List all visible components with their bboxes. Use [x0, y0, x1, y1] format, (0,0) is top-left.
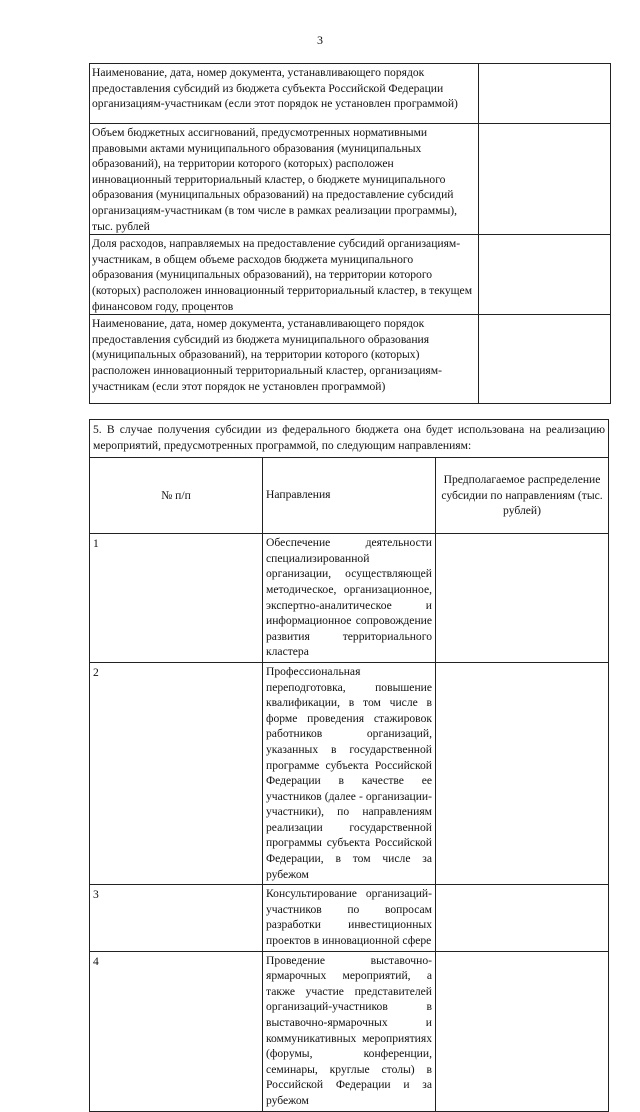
- section-intro: 5. В случае получения субсидии из федерального бюджета она будет использована на реализацию мероприятий, предусмотренных программой, по следующим направлениям:: [90, 420, 609, 458]
- row-amount: [436, 662, 609, 884]
- page-number: 3: [317, 33, 323, 47]
- header-amount: Предполагаемое распределение субсидии по направлениям (тыс. рублей): [436, 458, 609, 534]
- row-direction: Проведение выставочно-ярмарочных мероприятий, а также участие представителей организаций-участников в выставочно-ярмарочных и коммуникативных мероприятиях (форумы, конференции, семинары, круглые столы) в Российской Федерации и за рубежом: [263, 951, 436, 1111]
- row-amount: [436, 951, 609, 1111]
- table-row: [90, 64, 611, 124]
- table-row: [90, 885, 609, 951]
- table-row: [90, 124, 611, 235]
- row-num: 2: [90, 662, 263, 884]
- row-direction: Консультирование организаций-участников по вопросам разработки инвестиционных проектов в инновационной сфере: [263, 885, 436, 951]
- row-label: Наименование, дата, номер документа, устанавливающего порядок предоставления субсидий из бюджета муниципального образования (муниципальных образований), на территории которого (которых) расположен инновационный территориальный кластер, организациям-участникам (если этот порядок не установлен программой): [90, 315, 479, 404]
- row-value: [479, 235, 611, 315]
- intro-row: [90, 420, 609, 458]
- table-row: [90, 662, 609, 884]
- row-label: Доля расходов, направляемых на предоставление субсидий организациям-участникам, в общем объеме расходов бюджета муниципального образования (муниципальных образований), на территории которого (которых) расположен инновационный территориальный кластер, в текущем финансовом году, процентов: [90, 235, 479, 315]
- header-num: № п/п: [90, 458, 263, 534]
- table-row: [90, 534, 609, 663]
- table-row: [90, 235, 611, 315]
- row-value: [479, 315, 611, 404]
- row-direction: Обеспечение деятельности специализированной организации, осуществляющей методическое, организационное, экспертно-аналитическое и информационное сопровождение развития территориального кластера: [263, 534, 436, 663]
- subsidy-directions-table: [89, 419, 609, 1112]
- row-amount: [436, 534, 609, 663]
- row-num: 1: [90, 534, 263, 663]
- header-direction: Направления: [263, 458, 436, 534]
- table-row: [90, 315, 611, 404]
- row-value: [479, 124, 611, 235]
- row-label: Объем бюджетных ассигнований, предусмотренных нормативными правовыми актами муниципального образования (муниципальных образований), на территории которого (которых) расположен инновационный территориальный кластер, о бюджете муниципального образования (муниципальных образований) на предоставление субсидий организациям-участникам (в том числе в рамках реализации программы), тыс. рублей: [90, 124, 479, 235]
- header-row: [90, 458, 609, 534]
- row-value: [479, 64, 611, 124]
- row-num: 4: [90, 951, 263, 1111]
- table-row: [90, 951, 609, 1111]
- row-direction: Профессиональная переподготовка, повышение квалификации, в том числе в форме проведения стажировок работников организаций, указанных в государственной программе субъекта Российской Федерации в качестве ее участников (далее - организации-участники), по направлениям реализации государственной программы субъекта Российской Федерации, в том числе за рубежом: [263, 662, 436, 884]
- subsidy-info-table: [89, 63, 611, 404]
- row-num: 3: [90, 885, 263, 951]
- row-amount: [436, 885, 609, 951]
- row-label: Наименование, дата, номер документа, устанавливающего порядок предоставления субсидий из бюджета субъекта Российской Федерации организациям-участникам (если этот порядок не установлен программой): [90, 64, 479, 124]
